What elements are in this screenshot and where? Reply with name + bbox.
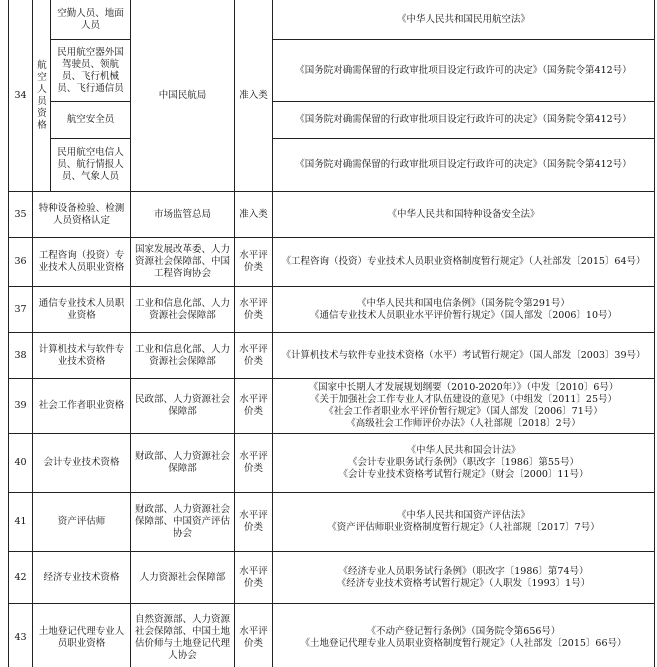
department: 市场监管总局 (131, 192, 235, 238)
table-row (9, 333, 655, 379)
table-row (9, 192, 655, 238)
table-row (9, 604, 655, 667)
table-row (9, 40, 655, 102)
row-number: 37 (9, 287, 33, 333)
legal-basis: 《中华人民共和国电信条例》（国务院令第291号） 《通信专业技术人员职业水平评价暂行规定》（国人部发〔2006〕10号） (273, 287, 655, 333)
legal-basis: 《中华人民共和国民用航空法》 (273, 0, 655, 40)
legal-basis: 《中华人民共和国特种设备安全法》 (273, 192, 655, 238)
qualification-name: 通信专业技术人员职业资格 (33, 287, 131, 333)
qualification-name: 特种设备检验、检测人员资格认定 (33, 192, 131, 238)
qualification-type: 水平评价类 (235, 238, 273, 287)
department: 财政部、人力资源社会保障部、中国资产评估协会 (131, 493, 235, 552)
qualification-name: 计算机技术与软件专业技术资格 (33, 333, 131, 379)
qualification-name: 资产评估师 (33, 493, 131, 552)
qualification-type: 水平评价类 (235, 493, 273, 552)
qualification-type: 准入类 (235, 192, 273, 238)
department: 国家发展改革委、人力资源社会保障部、中国工程咨询协会 (131, 238, 235, 287)
sub-qualification: 民用航空电信人员、航行情报人员、气象人员 (51, 139, 131, 192)
legal-basis: 《不动产登记暂行条例》（国务院令第656号） 《土地登记代理专业人员职业资格制度暂行规定》（人社部发〔2015〕66号） (273, 604, 655, 667)
legal-basis: 《经济专业人员职务试行条例》（职改字〔1986〕第74号） 《经济专业技术资格考试暂行规定》（人职发〔1993〕1号） (273, 552, 655, 604)
sub-qualification: 民用航空器外国驾驶员、领航员、飞行机械员、飞行通信员 (51, 40, 131, 102)
table-row (9, 287, 655, 333)
row-number: 38 (9, 333, 33, 379)
row-number: 35 (9, 192, 33, 238)
qualification-type: 准入类 (235, 0, 273, 192)
row-number: 34 (9, 0, 33, 192)
department: 人力资源社会保障部 (131, 552, 235, 604)
qualification-type: 水平评价类 (235, 333, 273, 379)
legal-basis: 《计算机技术与软件专业技术资格（水平）考试暂行规定》（国人部发〔2003〕39号） (273, 333, 655, 379)
qualification-name: 土地登记代理专业人员职业资格 (33, 604, 131, 667)
qualification-name: 社会工作者职业资格 (33, 379, 131, 434)
legal-basis: 《国务院对确需保留的行政审批项目设定行政许可的决定》（国务院令第412号） (273, 102, 655, 139)
sub-qualification: 空勤人员、地面人员 (51, 0, 131, 40)
table-row (9, 552, 655, 604)
qualification-type: 水平评价类 (235, 379, 273, 434)
row-number: 42 (9, 552, 33, 604)
qualification-name: 经济专业技术资格 (33, 552, 131, 604)
qualification-type: 水平评价类 (235, 552, 273, 604)
qualification-type: 水平评价类 (235, 434, 273, 493)
department: 中国民航局 (131, 0, 235, 192)
sub-qualification: 航空安全员 (51, 102, 131, 139)
table-row (9, 434, 655, 493)
department: 自然资源部、人力资源社会保障部、中国土地估价师与土地登记代理人协会 (131, 604, 235, 667)
table-row (9, 493, 655, 552)
qualification-type: 水平评价类 (235, 287, 273, 333)
qualification-name: 会计专业技术资格 (33, 434, 131, 493)
department: 民政部、人力资源社会保障部 (131, 379, 235, 434)
department: 财政部、人力资源社会保障部 (131, 434, 235, 493)
table-row (9, 0, 655, 40)
table-row (9, 139, 655, 192)
department: 工业和信息化部、人力资源社会保障部 (131, 333, 235, 379)
table-row (9, 238, 655, 287)
row-number: 41 (9, 493, 33, 552)
legal-basis: 《国家中长期人才发展规划纲要（2010-2020年）》（中发〔2010〕6号） 《关于加强社会工作专业人才队伍建设的意见》（中组发〔2011〕25号） 《社会工作者职业水平评价暂行规定》（国人部发〔2006〕71号） 《高级社会工作师评价办法》（人社部规〔2018〕2号） (273, 379, 655, 434)
row-number: 36 (9, 238, 33, 287)
table-row (9, 102, 655, 139)
legal-basis: 《国务院对确需保留的行政审批项目设定行政许可的决定》（国务院令第412号） (273, 139, 655, 192)
table-row (9, 379, 655, 434)
legal-basis: 《国务院对确需保留的行政审批项目设定行政许可的决定》（国务院令第412号） (273, 40, 655, 102)
qualification-type: 水平评价类 (235, 604, 273, 667)
department: 工业和信息化部、人力资源社会保障部 (131, 287, 235, 333)
row-number: 40 (9, 434, 33, 493)
legal-basis: 《工程咨询（投资）专业技术人员职业资格制度暂行规定》（人社部发〔2015〕64号） (273, 238, 655, 287)
qualification-name: 航空人员资格 (33, 0, 51, 192)
legal-basis: 《中华人民共和国资产评估法》 《资产评估师职业资格制度暂行规定》（人社部规〔2017〕7号） (273, 493, 655, 552)
qualification-name: 工程咨询（投资）专业技术人员职业资格 (33, 238, 131, 287)
row-number: 43 (9, 604, 33, 667)
legal-basis: 《中华人民共和国会计法》 《会计专业职务试行条例》（职改字〔1986〕第55号） 《会计专业技术资格考试暂行规定》（财会〔2000〕11号） (273, 434, 655, 493)
row-number: 39 (9, 379, 33, 434)
qualification-table (8, 0, 655, 667)
